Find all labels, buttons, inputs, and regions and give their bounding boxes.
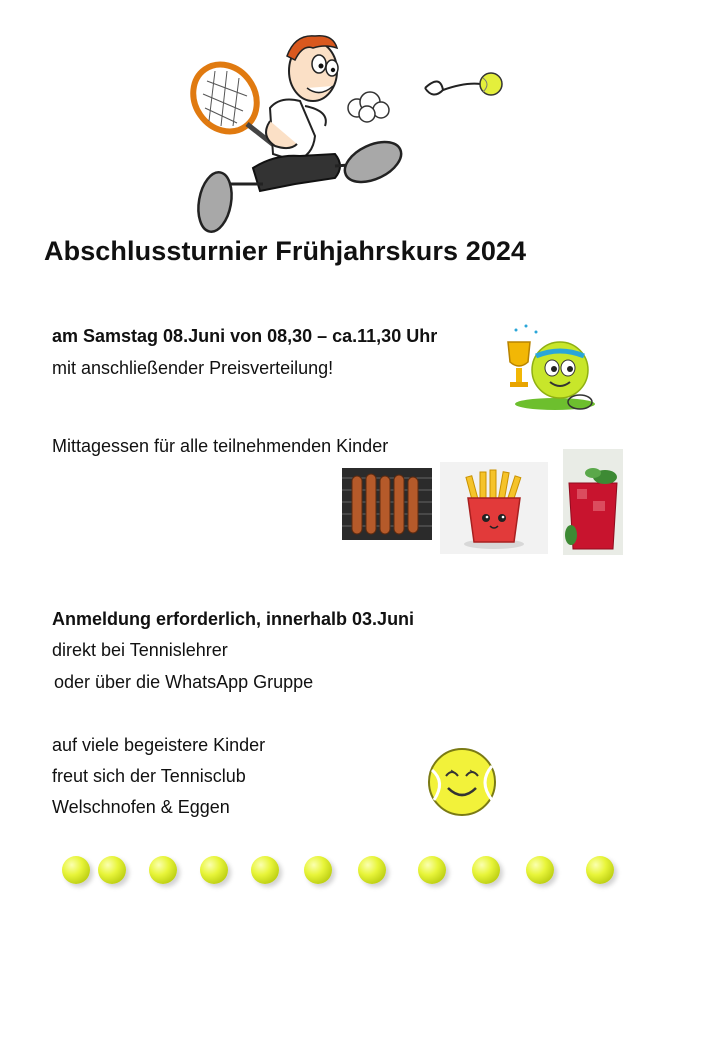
tennis-ball-icon [251, 856, 279, 884]
registration-heading: Anmeldung erforderlich, innerhalb 03.Juni [52, 609, 415, 629]
tennis-player-illustration [185, 26, 515, 236]
tennis-ball-icon [200, 856, 228, 884]
closing-line-1: auf viele begeistere Kinder [52, 735, 266, 755]
tennis-ball-icon [358, 856, 386, 884]
tennis-ball-icon [62, 856, 90, 884]
shoe-icon [194, 170, 236, 235]
tennis-ball-row [56, 856, 626, 892]
shoe-icon [339, 134, 408, 190]
racket-icon [185, 52, 275, 146]
smiling-tennis-ball-icon [424, 748, 502, 818]
tennis-ball-icon [149, 856, 177, 884]
closing-line-3: Welschnofen & Eggen [52, 797, 230, 817]
grilled-sausages-image [342, 468, 432, 540]
award-line: mit anschließender Preisverteilung! [52, 358, 334, 378]
tennis-ball-icon [304, 856, 332, 884]
registration-line-1: direkt bei Tennislehrer [52, 640, 228, 660]
trophy-mascot-icon [500, 322, 600, 414]
tennis-ball-icon [418, 856, 446, 884]
lunch-text: Mittagessen für alle teilnehmenden Kinder [52, 436, 389, 456]
closing-line-2: freut sich der Tennisclub [52, 766, 246, 786]
page-title: Abschlussturnier Frühjahrskurs 2024 [44, 236, 527, 266]
dust-cloud-icon [348, 92, 389, 122]
tennis-ball-icon [526, 856, 554, 884]
tennis-ball-icon [586, 856, 614, 884]
event-date-line: am Samstag 08.Juni von 08,30 – ca.11,30 Uhr [52, 326, 438, 346]
tennis-ball-icon [98, 856, 126, 884]
red-drink-image [563, 449, 623, 555]
registration-line-2: oder über die WhatsApp Gruppe [54, 672, 314, 692]
tennis-ball-icon [472, 856, 500, 884]
french-fries-image [440, 462, 548, 554]
